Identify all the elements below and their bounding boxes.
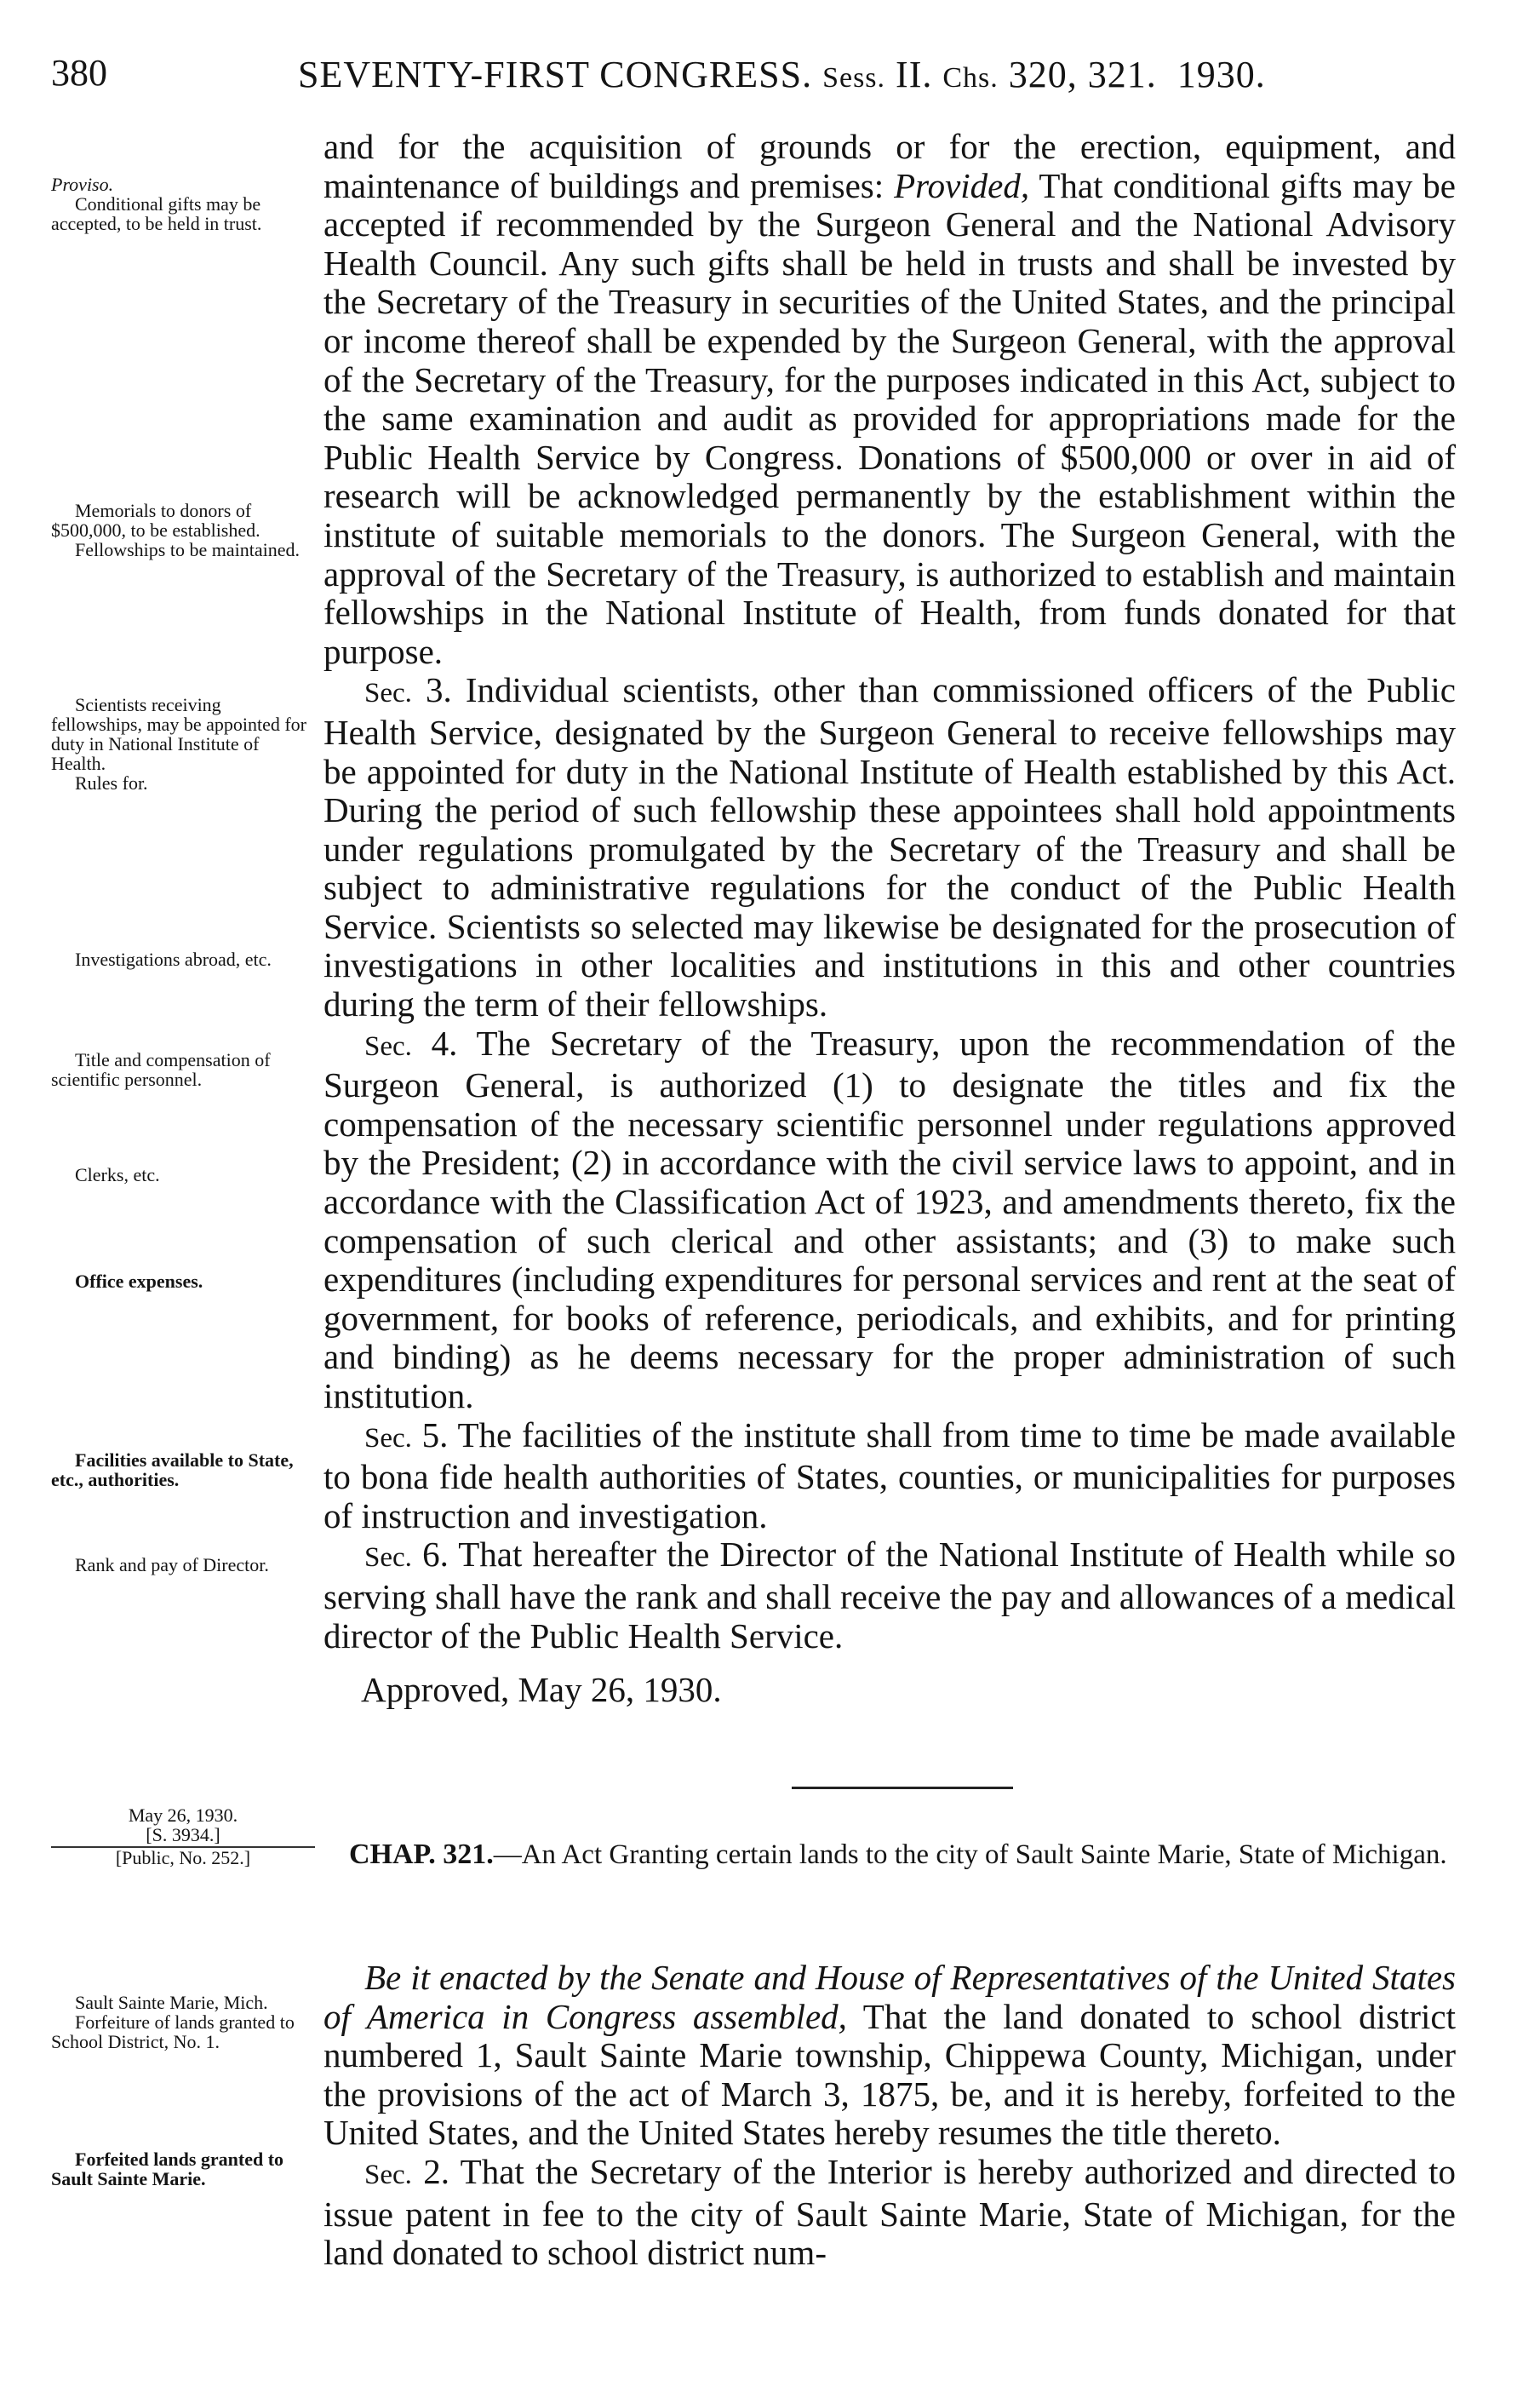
chapter-label: CHAP. 321.: [349, 1839, 494, 1870]
enacting-clause: Be it enacted by the Senate and House of Representatives of the United States of America in Congress assembled, That the land donated to school district numbered 1, Sault Sainte Marie township, Chippewa County, Michigan, under the provisions of the act of March 3, 1875, be, and it is hereby, forfeited to the United States, and the United States hereby resumes the title thereto.: [323, 1958, 1456, 2153]
sidenote-office-expenses: Office expenses.: [75, 1271, 203, 1292]
chapter-title: —An Act Granting certain lands to the city of Sault Sainte Marie, State of Michigan.: [493, 1839, 1447, 1870]
chapter-321-heading: [323, 1838, 1456, 1872]
chapter-321-section-2: Sec. 2. That the Secretary of the Interior is hereby authorized and directed to issue patent in fee to the city of Sault Sainte Marie, State of Michigan, for the land donated to school district num-: [323, 2151, 1456, 2273]
public-law-number: [Public, No. 252.]: [51, 1846, 315, 1868]
congress-title: SEVENTY-FIRST CONGRESS.: [298, 54, 813, 95]
main-column: [323, 128, 1456, 1710]
chapter-321-body: [323, 1959, 1456, 2273]
sidenote-facilities: Facilities available to State, etc., authorities.: [51, 1449, 294, 1490]
page-number: 380: [51, 52, 107, 94]
enactment-date: May 26, 1930.: [128, 1804, 238, 1826]
sidenote-memorials: Memorials to donors of $500,000, to be established. Fellowships to be maintained.: [51, 500, 300, 560]
bill-number: [S. 3934.]: [146, 1824, 220, 1845]
paragraph-gifts: and for the acquisition of grounds or for the erection, equipment, and maintenance of buildings and premises: Provided, That conditional gifts may be accepted if recommended by the Surgeon General and the National Advisory Health Council. Any such gifts shall be held in trusts and shall be invested by the Secretary of the Treasury in securities of the United States, and the principal or income thereof shall be expended by the Surgeon General, with the approval of the Secretary of the Treasury, for the purposes indicated in this Act, subject to the same examination and audit as provided for appropriations made for the Public Health Service by Congress. Donations of $500,000 or over in aid of research will be acknowledged permanently by the establishment within the institute of suitable memorials to the donors. The Surgeon General, with the approval of the Secretary of the Treasury, is authorized to establish and maintain fellowships in the National Institute of Health, from funds donated for that purpose.: [323, 127, 1456, 671]
running-title: [298, 53, 1266, 96]
session-label: Sess.: [822, 62, 886, 94]
sidenote-scientists: Scientists receiving fellowships, may be appointed for duty in National Institute of Health. Rules for.: [51, 694, 306, 794]
chapters-label: Chs.: [942, 62, 999, 94]
sidenote-forfeited: Forfeited lands granted to Sault Sainte Marie.: [51, 2149, 284, 2189]
section-5: Sec. 5. The facilities of the institute shall from time to time be made available to bona fide health authorities of States, counties, or municipalities for purposes of instruction and investigation.: [323, 1414, 1457, 1535]
provided-italic: Provided,: [894, 165, 1030, 205]
chapter-numbers: 320, 321.: [1008, 54, 1157, 95]
sidenote-proviso: Proviso. Conditional gifts may be accepted, to be held in trust.: [51, 174, 262, 234]
sidenote-clerks: Clerks, etc.: [75, 1164, 160, 1185]
sidenote-sault: Sault Sainte Marie, Mich. Forfeiture of lands granted to School District, No. 1.: [51, 1992, 295, 2052]
sidenote-title-compensation: Title and compensation of scientific personnel.: [51, 1049, 271, 1090]
chapter-divider: [792, 1787, 1013, 1789]
sidenote-rank: Rank and pay of Director.: [75, 1554, 269, 1575]
session-number: II.: [896, 54, 933, 95]
sidenote-investigations: Investigations abroad, etc.: [75, 949, 272, 970]
chapter-date-block: [51, 1805, 315, 1868]
section-3: Sec. 3. Individual scientists, other than commissioned officers of the Public Health Service, designated by the Surgeon General to receive fellowships may be appointed for duty in the National Institute of Health established by this Act. During the period of such fellowship these appointees shall hold appointments under regulations promulgated by the Secretary of the Treasury and shall be subject to administrative regulations for the conduct of the Public Health Service. Scientists so selected may likewise be designated for the prosecution of investigations in other localities and institutions in this and other countries during the term of their fellowships.: [323, 670, 1457, 1024]
section-4: Sec. 4. The Secretary of the Treasury, upon the recommendation of the Surgeon General, is authorized (1) to designate the titles and fix the compensation of the necessary scientific personnel under regulations approved by the President; (2) in accordance with the civil service laws to appoint, and in accordance with the Classification Act of 1923, and amendments thereto, fix the compensation of such clerical and other assistants; and (3) to make such expenditures (including expenditures for personal services and rent at the seat of government, for books of reference, periodicals, and exhibits, and for printing and binding) as he deems necessary for the proper administration of such institution.: [323, 1023, 1457, 1415]
running-head: [51, 51, 1456, 102]
approved-date: Approved, May 26, 1930.: [361, 1670, 722, 1710]
year: 1930.: [1176, 54, 1266, 95]
section-6: Sec. 6. That hereafter the Director of the National Institute of Health while so serving shall have the rank and shall receive the pay and allowances of a medical director of the Public Health Service.: [323, 1535, 1457, 1655]
